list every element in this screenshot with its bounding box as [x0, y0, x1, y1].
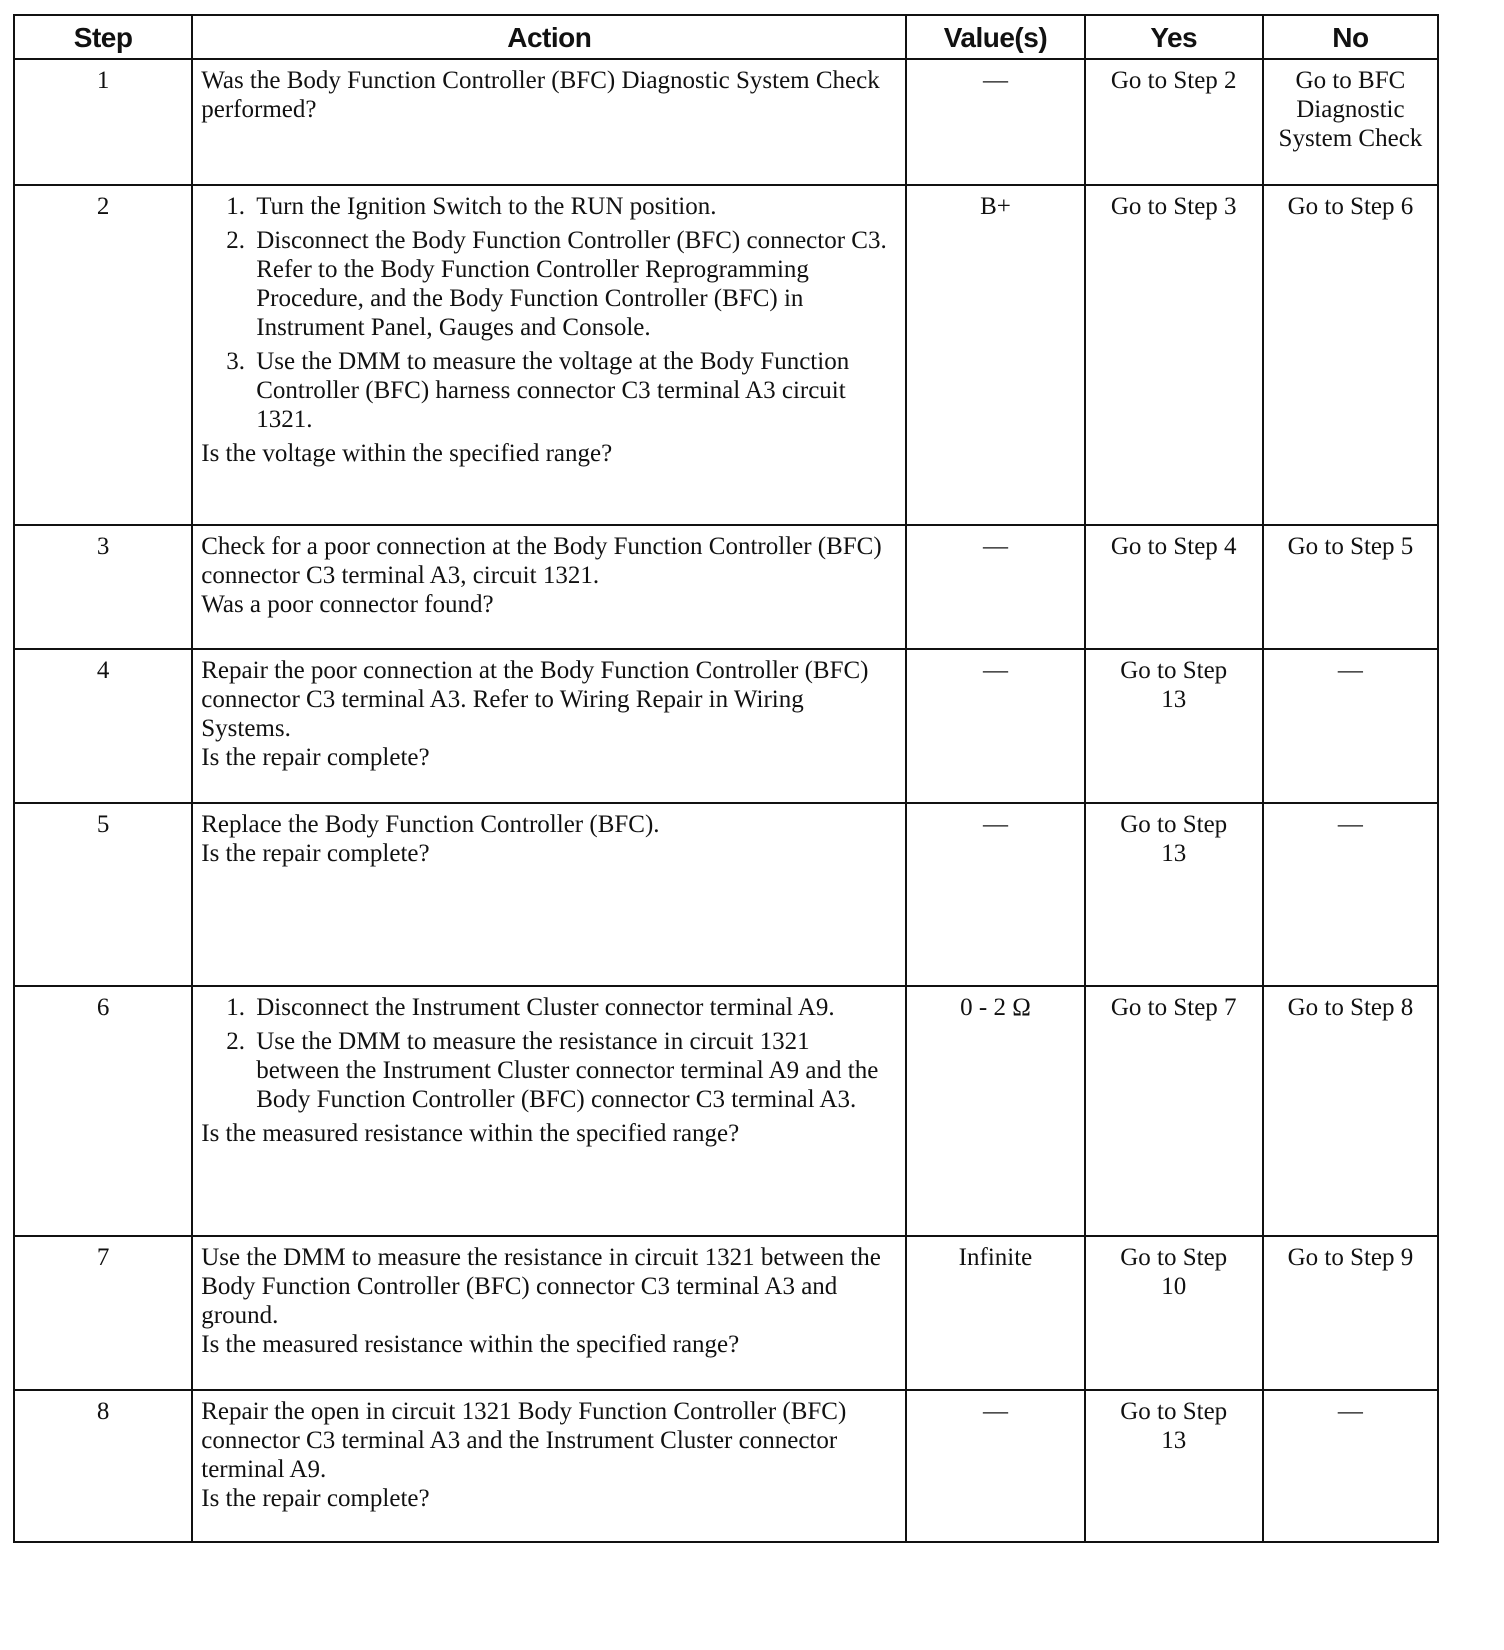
no-cell: Go to BFC Diagnostic System Check: [1263, 59, 1438, 185]
diagnostic-table: [13, 14, 1439, 1543]
table-row-step-1: [14, 59, 1438, 185]
action-question: Is the measured resistance within the specified range?: [201, 1120, 740, 1147]
value-cell: —: [906, 649, 1084, 803]
yes-cell: Go to Step 13: [1085, 803, 1263, 986]
no-cell: Go to Step 8: [1263, 986, 1438, 1236]
action-cell: [192, 803, 906, 986]
substep-item: [226, 1027, 897, 1114]
yes-cell: Go to Step 3: [1085, 185, 1263, 525]
action-text: Use the DMM to measure the resistance in circuit 1321 between the Body Function Controller (BFC) connector C3 terminal A3 and ground.: [201, 1244, 881, 1329]
substep-text: Use the DMM to measure the resistance in circuit 1321 between the Instrument Cluster connector terminal A9 and the Body Function Controller (BFC) connector C3 terminal A3.: [256, 1028, 879, 1113]
step-number: 3: [14, 525, 192, 649]
action-question: Is the repair complete?: [201, 1485, 430, 1512]
header-yes: Yes: [1085, 15, 1263, 59]
substep-number: 2.: [226, 1028, 245, 1055]
step-number: 5: [14, 803, 192, 986]
action-text: Check for a poor connection at the Body Function Controller (BFC) connector C3 terminal A3, circuit 1321.: [201, 533, 882, 589]
table-row-step-7: [14, 1236, 1438, 1390]
substep-number: 1.: [226, 994, 245, 1021]
substep-text: Disconnect the Body Function Controller (BFC) connector C3. Refer to the Body Function Controller Reprogramming Procedure, and the Body Function Controller (BFC) in Instrument Panel, Gauges and Console.: [256, 227, 887, 341]
substep-item: [226, 226, 897, 342]
step-number: 1: [14, 59, 192, 185]
action-cell: [192, 1390, 906, 1542]
table-row-step-8: [14, 1390, 1438, 1542]
yes-cell: Go to Step 7: [1085, 986, 1263, 1236]
yes-cell: Go to Step 10: [1085, 1236, 1263, 1390]
table-row-step-5: [14, 803, 1438, 986]
step-number: 6: [14, 986, 192, 1236]
substep-number: 1.: [226, 193, 245, 220]
step-number: 7: [14, 1236, 192, 1390]
no-cell: Go to Step 6: [1263, 185, 1438, 525]
no-cell: —: [1263, 1390, 1438, 1542]
substep-number: 3.: [226, 348, 245, 375]
step-number: 8: [14, 1390, 192, 1542]
action-question: Is the repair complete?: [201, 840, 430, 867]
action-text: Replace the Body Function Controller (BFC).: [201, 811, 660, 838]
action-cell: [192, 59, 906, 185]
action-text: Repair the poor connection at the Body Function Controller (BFC) connector C3 terminal A3. Refer to Wiring Repair in Wiring Systems.: [201, 657, 869, 742]
yes-cell: Go to Step 4: [1085, 525, 1263, 649]
substep-text: Disconnect the Instrument Cluster connector terminal A9.: [256, 994, 835, 1021]
table-row-step-2: [14, 185, 1438, 525]
substep-list: [201, 192, 897, 439]
header-action: Action: [192, 15, 906, 59]
action-cell: [192, 986, 906, 1236]
substep-item: [226, 993, 897, 1022]
value-cell: —: [906, 525, 1084, 649]
action-cell: [192, 649, 906, 803]
action-cell: [192, 525, 906, 649]
action-question: Is the repair complete?: [201, 744, 430, 771]
value-cell: —: [906, 59, 1084, 185]
yes-cell: Go to Step 13: [1085, 649, 1263, 803]
value-cell: 0 - 2 Ω: [906, 986, 1084, 1236]
header-values: Value(s): [906, 15, 1084, 59]
action-text: Was the Body Function Controller (BFC) Diagnostic System Check performed?: [201, 67, 880, 123]
action-question: Is the voltage within the specified range?: [201, 440, 613, 467]
no-cell: —: [1263, 649, 1438, 803]
substep-text: Turn the Ignition Switch to the RUN position.: [256, 193, 717, 220]
value-cell: B+: [906, 185, 1084, 525]
table-row-step-3: [14, 525, 1438, 649]
substep-item: [226, 192, 897, 221]
yes-cell: Go to Step 2: [1085, 59, 1263, 185]
action-question: Is the measured resistance within the specified range?: [201, 1331, 740, 1358]
substep-list: [201, 993, 897, 1119]
no-cell: —: [1263, 803, 1438, 986]
table-row-step-4: [14, 649, 1438, 803]
value-cell: —: [906, 1390, 1084, 1542]
step-number: 4: [14, 649, 192, 803]
action-question: Was a poor connector found?: [201, 591, 494, 618]
header-step: Step: [14, 15, 192, 59]
table-row-step-6: [14, 986, 1438, 1236]
no-cell: Go to Step 5: [1263, 525, 1438, 649]
substep-text: Use the DMM to measure the voltage at the Body Function Controller (BFC) harness connector C3 terminal A3 circuit 1321.: [256, 348, 850, 433]
action-cell: [192, 1236, 906, 1390]
action-cell: [192, 185, 906, 525]
substep-item: [226, 347, 897, 434]
header-row: [14, 15, 1438, 59]
substep-number: 2.: [226, 227, 245, 254]
value-cell: Infinite: [906, 1236, 1084, 1390]
action-text: Repair the open in circuit 1321 Body Function Controller (BFC) connector C3 terminal A3 and the Instrument Cluster connector terminal A9.: [201, 1398, 847, 1483]
value-cell: —: [906, 803, 1084, 986]
header-no: No: [1263, 15, 1438, 59]
step-number: 2: [14, 185, 192, 525]
no-cell: Go to Step 9: [1263, 1236, 1438, 1390]
yes-cell: Go to Step 13: [1085, 1390, 1263, 1542]
